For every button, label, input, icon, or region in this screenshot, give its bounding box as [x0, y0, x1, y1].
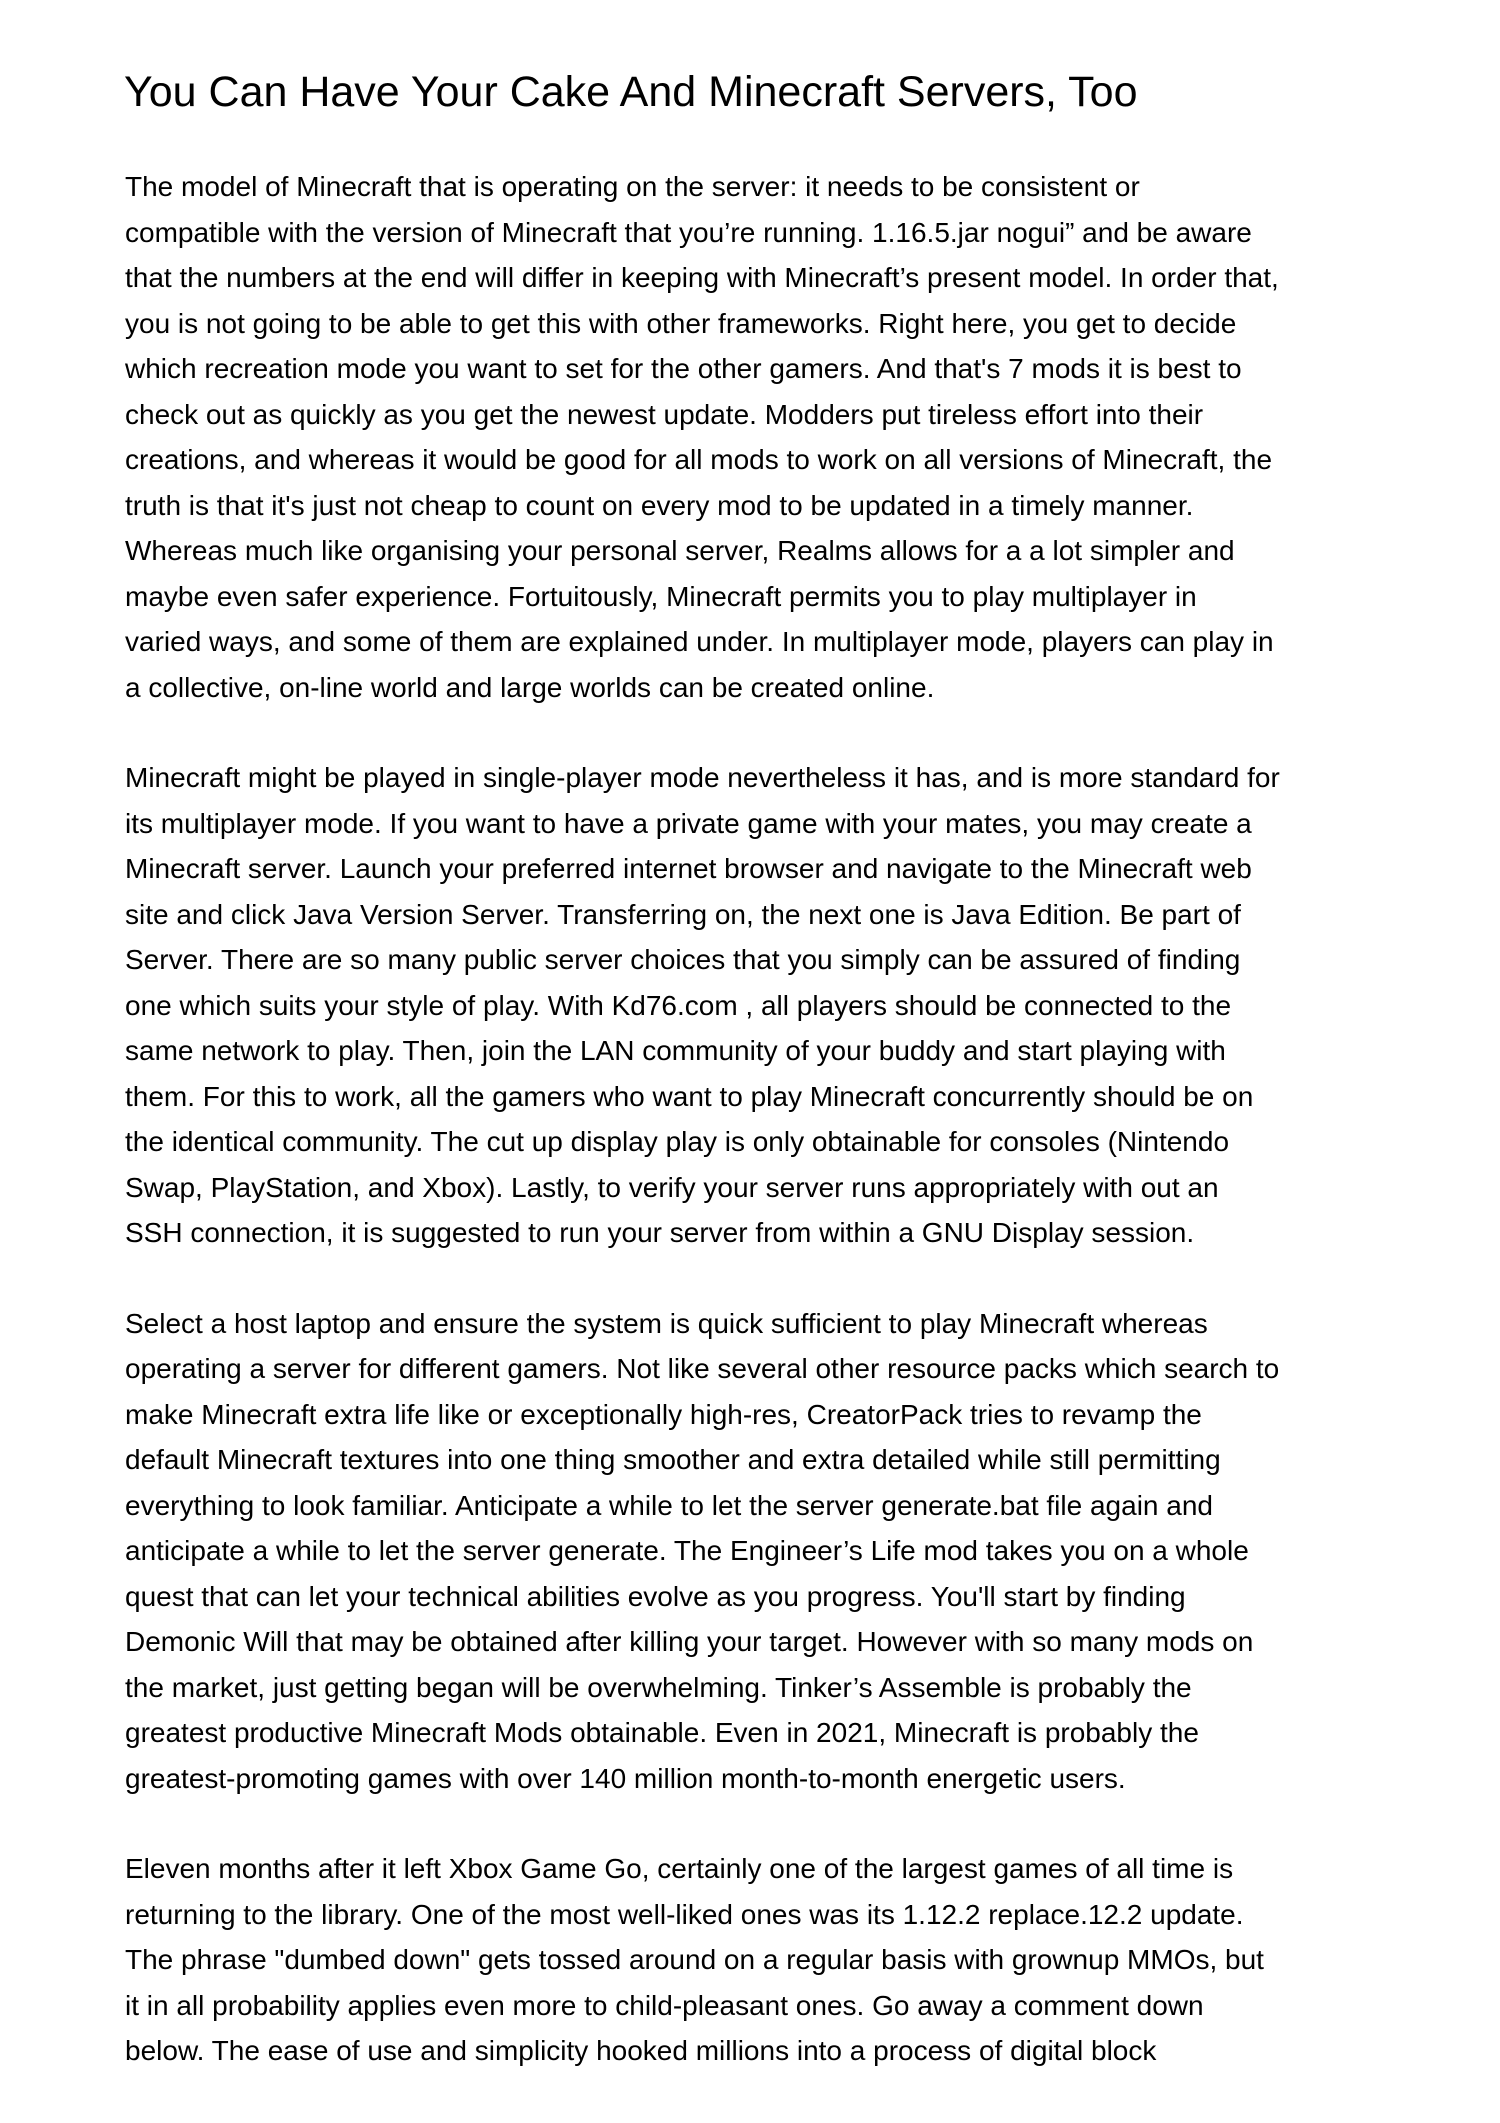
text-line: Minecraft server. Launch your preferred internet browser and navigate to the Minecraft web — [125, 853, 1252, 884]
text-line: Demonic Will that may be obtained after killing your target. However with so many mods on — [125, 1626, 1254, 1657]
text-line: one which suits your style of play. With Kd76.com , all players should be connected to the — [125, 989, 1232, 1021]
text-line: Select a host laptop and ensure the system is quick sufficient to play Minecraft whereas — [125, 1307, 1208, 1339]
article-body — [125, 164, 1280, 2119]
text-line: greatest-promoting games with over 140 million month-to-month energetic users. — [125, 1762, 1126, 1794]
text-line: The model of Minecraft that is operating on the server: it needs to be consistent or — [125, 171, 1140, 202]
text-line: anticipate a while to let the server generate. The Engineer’s Life mod takes you on a whole — [125, 1535, 1249, 1566]
text-line: that the numbers at the end will differ in keeping with Minecraft’s present model. In order that, — [125, 262, 1279, 293]
text-line: returning to the library. One of the most well-liked ones was its 1.12.2 replace.12.2 update. — [125, 1898, 1244, 1930]
text-line: its multiplayer mode. If you want to have a private game with your mates, you may create a — [125, 807, 1252, 839]
page-title: You Can Have Your Cake And Minecraft Servers, Too — [124, 68, 1138, 116]
text-line: quest that can let your technical abilities evolve as you progress. You'll start by finding — [125, 1580, 1186, 1612]
text-line: Swap, PlayStation, and Xbox). Lastly, to verify your server runs appropriately with out an — [125, 1171, 1219, 1203]
text-line: varied ways, and some of them are explained under. In multiplayer mode, players can play in — [125, 626, 1274, 657]
text-line: Server. There are so many public server choices that you simply can be assured of finding — [125, 944, 1241, 975]
text-line: greatest productive Minecraft Mods obtainable. Even in 2021, Minecraft is probably the — [125, 1717, 1199, 1748]
text-line: same network to play. Then, join the LAN community of your buddy and start playing with — [125, 1035, 1226, 1066]
text-line: compatible with the version of Minecraft that you’re running. 1.16.5.jar nogui” and be aware — [125, 216, 1252, 248]
text-line: make Minecraft extra life like or exceptionally high-res, CreatorPack tries to revamp the — [125, 1398, 1202, 1430]
text-line: Minecraft might be played in single-player mode nevertheless it has, and is more standard for — [125, 762, 1280, 793]
text-line: maybe even safer experience. Fortuitously, Minecraft permits you to play multiplayer in — [125, 580, 1197, 612]
text-line: the market, just getting began will be overwhelming. Tinker’s Assemble is probably the — [125, 1671, 1192, 1703]
text-line: it in all probability applies even more to child-pleasant ones. Go away a comment down — [125, 1989, 1204, 2021]
text-line: below. The ease of use and simplicity hooked millions into a process of digital block — [125, 2035, 1157, 2066]
text-line: check out as quickly as you get the newest update. Modders put tireless effort into their — [125, 398, 1204, 430]
text-line: the identical community. The cut up display play is only obtainable for consoles (Nintendo — [125, 1126, 1230, 1157]
text-line: Eleven months after it left Xbox Game Go, certainly one of the largest games of all time is — [125, 1853, 1234, 1884]
paragraph — [125, 1301, 1280, 1802]
text-line: Whereas much like organising your personal server, Realms allows for a a lot simpler and — [125, 535, 1235, 566]
text-line: SSH connection, it is suggested to run your server from within a GNU Display session. — [125, 1217, 1195, 1248]
text-line: truth is that it's just not cheap to count on every mod to be updated in a timely manner. — [125, 489, 1194, 521]
paragraph — [125, 164, 1280, 710]
text-line: them. For this to work, all the gamers who want to play Minecraft concurrently should be on — [125, 1080, 1254, 1112]
text-line: creations, and whereas it would be good for all mods to work on all versions of Minecraft, the — [125, 444, 1273, 475]
text-line: you is not going to be able to get this with other frameworks. Right here, you get to decide — [125, 307, 1237, 339]
paragraph — [125, 755, 1280, 1256]
text-line: operating a server for different gamers. Not like several other resource packs which search to — [125, 1353, 1280, 1384]
text-line: The phrase "dumbed down" gets tossed around on a regular basis with grownup MMOs, but — [125, 1944, 1264, 1975]
text-line: site and click Java Version Server. Transferring on, the next one is Java Edition. Be part of — [125, 898, 1241, 930]
text-line: which recreation mode you want to set for the other gamers. And that's 7 mods it is best to — [125, 353, 1242, 384]
text-line: default Minecraft textures into one thing smoother and extra detailed while still permitting — [125, 1444, 1221, 1475]
text-line: everything to look familiar. Anticipate a while to let the server generate.bat file again and — [125, 1489, 1213, 1521]
paragraph — [125, 1846, 1280, 2074]
text-line: a collective, on-line world and large worlds can be created online. — [125, 671, 935, 703]
